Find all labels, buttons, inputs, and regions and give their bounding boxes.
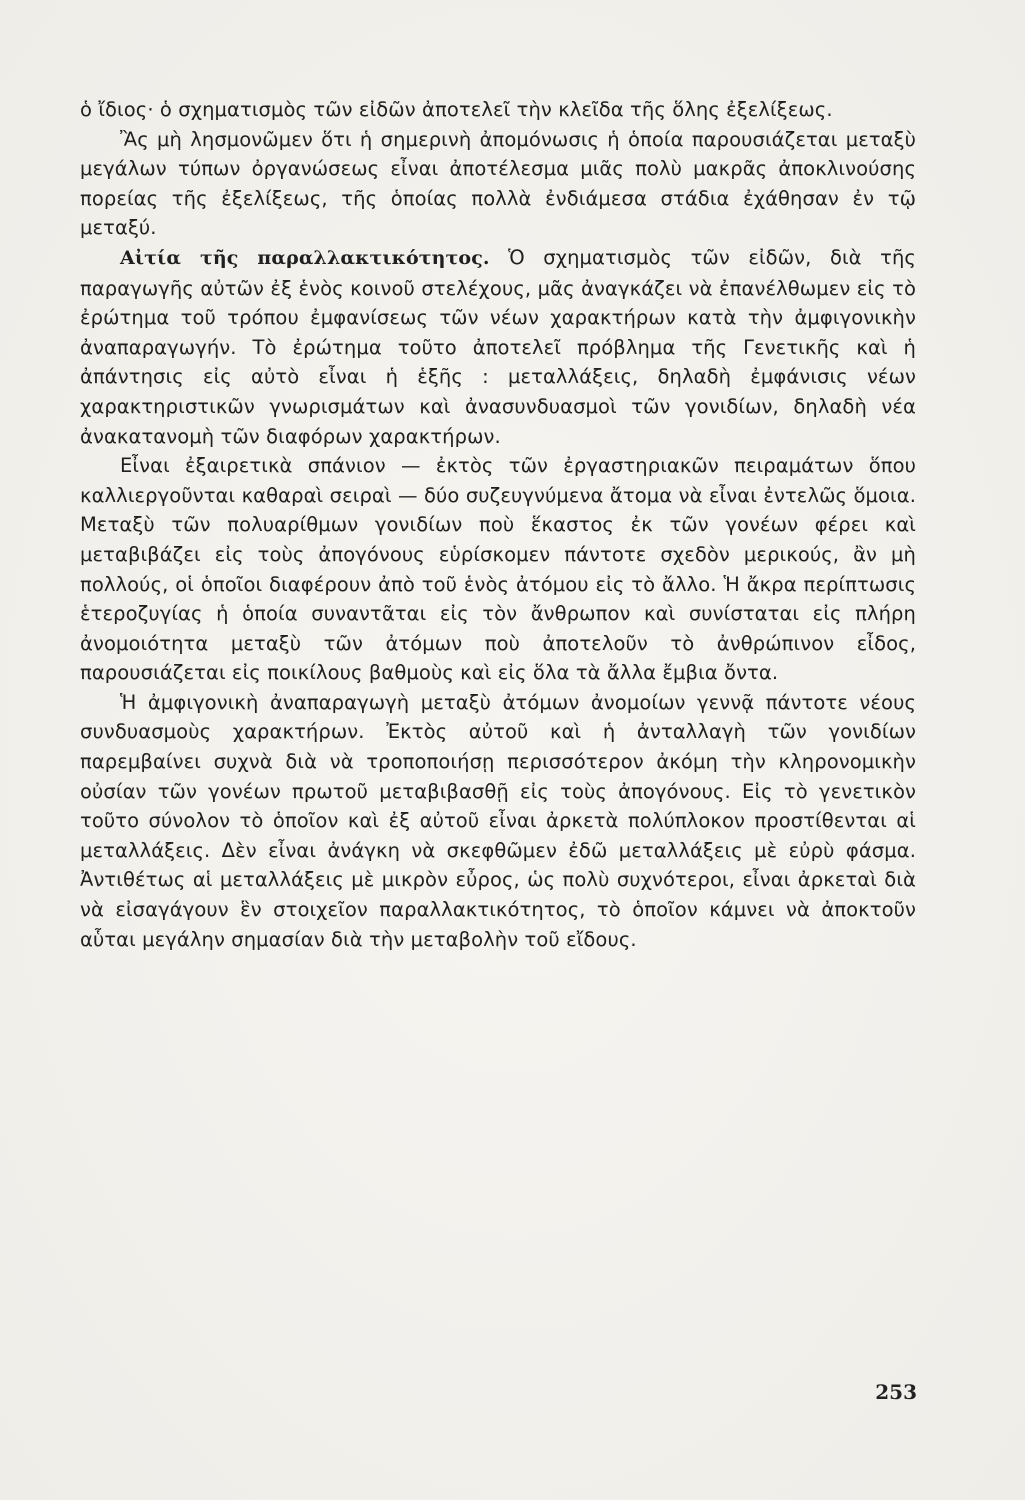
paragraph: Εἶναι ἐξαιρετικὰ σπάνιον — ἐκτὸς τῶν ἐργαστηριακῶν πειραμάτων ὅπου καλλιεργοῦνται καθαραὶ σειραὶ — δύο συζευγνύμενα ἄτομα νὰ εἶναι ἐντελῶς ὅμοια. Μεταξὺ τῶν πολυαρίθμων γονιδίων ποὺ ἕκαστος ἐκ τῶν γονέων φέρει καὶ μεταβιβάζει εἰς τοὺς ἀπογόνους εὑρίσκομεν πάντοτε σχεδὸν μερικούς, ἂν μὴ πολλούς, οἱ ὁποῖοι διαφέρουν ἀπὸ τοῦ ἑνὸς ἀτόμου εἰς τὸ ἄλλο. Ἡ ἄκρα περίπτωσις ἑτεροζυγίας ἡ ὁποία συναντᾶται εἰς τὸν ἄνθρωπον καὶ συνίσταται εἰς πλήρη ἀνομοιότητα μεταξὺ τῶν ἀτόμων ποὺ ἀποτελοῦν τὸ ἀνθρώπινον εἶδος, παρουσιάζεται εἰς ποικίλους βαθμοὺς καὶ εἰς ὅλα τὰ ἄλλα ἔμβια ὄντα. (80, 454, 916, 685)
page-number: 253 (875, 1380, 917, 1404)
body-text (80, 95, 916, 954)
paragraph: Ἂς μὴ λησμονῶμεν ὅτι ἡ σημερινὴ ἀπομόνωσις ἡ ὁποία παρουσιάζεται μεταξὺ μεγάλων τύπων ὀργανώσεως εἶναι ἀποτέλεσμα μιᾶς πολὺ μακρᾶς ἀποκλινούσης πορείας τῆς ἐξελίξεως, τῆς ὁποίας πολλὰ ἐνδιάμεσα στάδια ἐχάθησαν ἐν τῷ μεταξύ. (80, 127, 916, 240)
paragraph-continuation: ὁ ἴδιος· ὁ σχηματισμὸς τῶν εἰδῶν ἀποτελεῖ τὴν κλεῖδα τῆς ὅλης ἐξελίξεως. (80, 98, 833, 121)
paragraph: Ἡ ἀμφιγονικὴ ἀναπαραγωγὴ μεταξὺ ἀτόμων ἀνομοίων γεννᾷ πάντοτε νέους συνδυασμοὺς χαρακτήρων. Ἐκτὸς αὐτοῦ καὶ ἡ ἀνταλλαγὴ τῶν γονιδίων παρεμβαίνει συχνὰ διὰ νὰ τροποποιήσῃ περισσότερον ἀκόμη τὴν κληρονομικὴν οὐσίαν τῶν γονέων πρωτοῦ μεταβιβασθῇ εἰς τοὺς ἀπογόνους. Εἰς τὸ γενετικὸν τοῦτο σύνολον τὸ ὁποῖον καὶ ἐξ αὐτοῦ εἶναι ἀρκετὰ πολύπλοκον προστίθενται αἱ μεταλλάξεις. Δὲν εἶναι ἀνάγκη νὰ σκεφθῶμεν ἐδῶ μεταλλάξεις μὲ εὐρὺ φάσμα. Ἀντιθέτως αἱ μεταλλάξεις μὲ μικρὸν εὖρος, ὡς πολὺ συχνότεροι, εἶναι ἀρκεταὶ διὰ νὰ εἰσαγάγουν ἓν στοιχεῖον παραλλακτικότητος, τὸ ὁποῖον κάμνει νὰ ἀποκτοῦν αὗται μεγάλην σημασίαν διὰ τὴν μεταβολὴν τοῦ εἴδους. (80, 690, 916, 951)
section-paragraph (80, 243, 916, 451)
section-heading: Αἰτία τῆς παραλλακτικότητος. (120, 246, 490, 269)
section-text: Ὁ σχηματισμὸς τῶν εἰδῶν, διὰ τῆς παραγωγῆς αὐτῶν ἐξ ἑνὸς κοινοῦ στελέχους, μᾶς ἀναγκάζει νὰ ἐπανέλθωμεν εἰς τὸ ἐρώτημα τοῦ τρόπου ἐμφανίσεως τῶν νέων χαρακτήρων κατὰ τὴν ἀμφιγονικὴν ἀναπαραγωγήν. Τὸ ἐρώτημα τοῦτο ἀποτελεῖ πρόβλημα τῆς Γενετικῆς καὶ ἡ ἀπάντησις εἰς αὐτὸ εἶναι ἡ ἑξῆς : μεταλλάξεις, δηλαδὴ ἐμφάνισις νέων χαρακτηριστικῶν γνωρισμάτων καὶ ἀνασυνδυασμοὶ τῶν γονιδίων, δηλαδὴ νέα ἀνακατανομὴ τῶν διαφόρων χαρακτήρων. (80, 245, 916, 448)
